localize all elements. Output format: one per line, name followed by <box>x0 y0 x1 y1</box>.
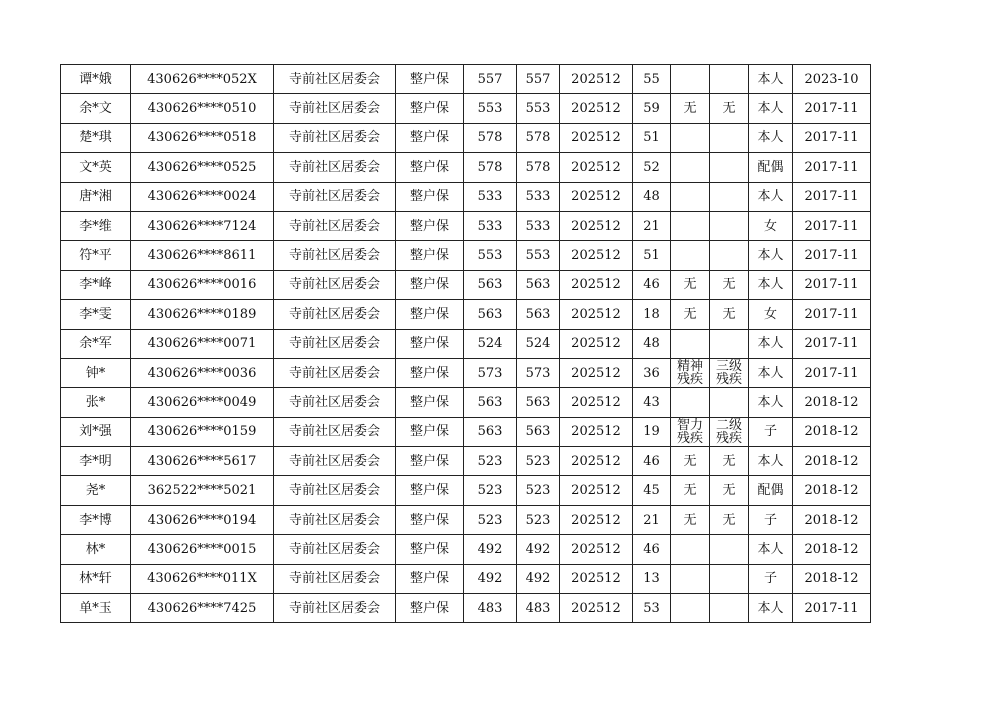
amount2-cell: 553 <box>517 94 560 123</box>
name-cell: 李*明 <box>61 447 131 476</box>
age-cell: 46 <box>633 270 671 299</box>
type-cell: 整户保 <box>396 94 464 123</box>
age-cell: 21 <box>633 505 671 534</box>
disability-type-cell <box>671 211 710 240</box>
date-cell: 2017-11 <box>793 123 871 152</box>
type-cell: 整户保 <box>396 329 464 358</box>
disability-type-cell <box>671 329 710 358</box>
amount-cell: 524 <box>464 329 517 358</box>
type-cell: 整户保 <box>396 417 464 446</box>
id-number-cell: 430626****0024 <box>131 182 274 211</box>
disability-type-cell: 无 <box>671 476 710 505</box>
amount-cell: 523 <box>464 447 517 476</box>
age-cell: 13 <box>633 564 671 593</box>
amount2-cell: 563 <box>517 270 560 299</box>
amount2-cell: 563 <box>517 417 560 446</box>
relation-cell: 女 <box>749 211 793 240</box>
table-body <box>61 65 871 623</box>
disability-level-cell: 无 <box>710 270 749 299</box>
id-number-cell: 430626****011X <box>131 564 274 593</box>
id-number-cell: 430626****7124 <box>131 211 274 240</box>
date-cell: 2017-11 <box>793 594 871 623</box>
name-cell: 李*峰 <box>61 270 131 299</box>
name-cell: 谭*娥 <box>61 65 131 94</box>
name-cell: 李*雯 <box>61 300 131 329</box>
month-cell: 202512 <box>560 594 633 623</box>
disability-level-cell <box>710 65 749 94</box>
amount2-cell: 524 <box>517 329 560 358</box>
community-cell: 寺前社区居委会 <box>274 153 396 182</box>
age-cell: 36 <box>633 358 671 387</box>
date-cell: 2018-12 <box>793 505 871 534</box>
amount2-cell: 553 <box>517 241 560 270</box>
age-cell: 46 <box>633 447 671 476</box>
disability-level-cell <box>710 594 749 623</box>
type-cell: 整户保 <box>396 505 464 534</box>
name-cell: 林* <box>61 535 131 564</box>
relation-cell: 子 <box>749 417 793 446</box>
id-number-cell: 430626****0071 <box>131 329 274 358</box>
amount2-cell: 523 <box>517 505 560 534</box>
date-cell: 2017-11 <box>793 211 871 240</box>
disability-level-cell: 无 <box>710 94 749 123</box>
date-cell: 2018-12 <box>793 476 871 505</box>
type-cell: 整户保 <box>396 476 464 505</box>
id-number-cell: 430626****0194 <box>131 505 274 534</box>
age-cell: 51 <box>633 123 671 152</box>
month-cell: 202512 <box>560 211 633 240</box>
type-cell: 整户保 <box>396 388 464 417</box>
id-number-cell: 430626****8611 <box>131 241 274 270</box>
disability-level-cell: 二级残疾 <box>710 417 749 446</box>
table-row <box>61 447 871 476</box>
amount2-cell: 533 <box>517 182 560 211</box>
id-number-cell: 430626****5617 <box>131 447 274 476</box>
month-cell: 202512 <box>560 270 633 299</box>
id-number-cell: 430626****7425 <box>131 594 274 623</box>
amount-cell: 523 <box>464 476 517 505</box>
month-cell: 202512 <box>560 94 633 123</box>
community-cell: 寺前社区居委会 <box>274 358 396 387</box>
age-cell: 19 <box>633 417 671 446</box>
id-number-cell: 430626****052X <box>131 65 274 94</box>
amount2-cell: 533 <box>517 211 560 240</box>
relation-cell: 配偶 <box>749 476 793 505</box>
amount-cell: 533 <box>464 182 517 211</box>
table-row <box>61 564 871 593</box>
community-cell: 寺前社区居委会 <box>274 329 396 358</box>
amount2-cell: 578 <box>517 123 560 152</box>
table-row <box>61 594 871 623</box>
community-cell: 寺前社区居委会 <box>274 123 396 152</box>
age-cell: 48 <box>633 182 671 211</box>
name-cell: 李*维 <box>61 211 131 240</box>
disability-level-cell <box>710 329 749 358</box>
relation-cell: 配偶 <box>749 153 793 182</box>
relation-cell: 本人 <box>749 182 793 211</box>
relation-cell: 本人 <box>749 94 793 123</box>
amount2-cell: 578 <box>517 153 560 182</box>
month-cell: 202512 <box>560 300 633 329</box>
age-cell: 53 <box>633 594 671 623</box>
date-cell: 2017-11 <box>793 153 871 182</box>
type-cell: 整户保 <box>396 594 464 623</box>
date-cell: 2017-11 <box>793 300 871 329</box>
disability-type-cell <box>671 153 710 182</box>
amount-cell: 492 <box>464 535 517 564</box>
table-row <box>61 329 871 358</box>
amount-cell: 523 <box>464 505 517 534</box>
relation-cell: 本人 <box>749 65 793 94</box>
id-number-cell: 430626****0518 <box>131 123 274 152</box>
disability-level-cell <box>710 241 749 270</box>
disability-type-cell: 无 <box>671 94 710 123</box>
id-number-cell: 430626****0510 <box>131 94 274 123</box>
date-cell: 2017-11 <box>793 241 871 270</box>
month-cell: 202512 <box>560 241 633 270</box>
relation-cell: 本人 <box>749 388 793 417</box>
age-cell: 55 <box>633 65 671 94</box>
date-cell: 2018-12 <box>793 417 871 446</box>
name-cell: 文*英 <box>61 153 131 182</box>
month-cell: 202512 <box>560 505 633 534</box>
date-cell: 2018-12 <box>793 535 871 564</box>
disability-type-cell <box>671 594 710 623</box>
data-table <box>60 64 871 623</box>
disability-type-cell: 精神残疾 <box>671 358 710 387</box>
date-cell: 2018-12 <box>793 447 871 476</box>
type-cell: 整户保 <box>396 65 464 94</box>
type-cell: 整户保 <box>396 123 464 152</box>
name-cell: 张* <box>61 388 131 417</box>
amount-cell: 492 <box>464 564 517 593</box>
type-cell: 整户保 <box>396 447 464 476</box>
disability-level-cell <box>710 564 749 593</box>
name-cell: 林*轩 <box>61 564 131 593</box>
community-cell: 寺前社区居委会 <box>274 241 396 270</box>
table-row <box>61 388 871 417</box>
date-cell: 2017-11 <box>793 329 871 358</box>
type-cell: 整户保 <box>396 358 464 387</box>
table-row <box>61 505 871 534</box>
name-cell: 余*文 <box>61 94 131 123</box>
disability-type-cell: 智力残疾 <box>671 417 710 446</box>
age-cell: 46 <box>633 535 671 564</box>
disability-level-cell: 无 <box>710 505 749 534</box>
relation-cell: 本人 <box>749 123 793 152</box>
relation-cell: 女 <box>749 300 793 329</box>
community-cell: 寺前社区居委会 <box>274 594 396 623</box>
table-row <box>61 182 871 211</box>
table-row <box>61 300 871 329</box>
community-cell: 寺前社区居委会 <box>274 211 396 240</box>
disability-level-cell: 无 <box>710 447 749 476</box>
date-cell: 2018-12 <box>793 388 871 417</box>
name-cell: 单*玉 <box>61 594 131 623</box>
type-cell: 整户保 <box>396 300 464 329</box>
disability-type-cell: 无 <box>671 300 710 329</box>
community-cell: 寺前社区居委会 <box>274 564 396 593</box>
type-cell: 整户保 <box>396 535 464 564</box>
type-cell: 整户保 <box>396 153 464 182</box>
amount-cell: 553 <box>464 241 517 270</box>
age-cell: 51 <box>633 241 671 270</box>
age-cell: 52 <box>633 153 671 182</box>
amount-cell: 563 <box>464 300 517 329</box>
disability-type-cell <box>671 388 710 417</box>
disability-level-cell <box>710 388 749 417</box>
id-number-cell: 430626****0189 <box>131 300 274 329</box>
disability-type-cell <box>671 564 710 593</box>
month-cell: 202512 <box>560 358 633 387</box>
amount2-cell: 523 <box>517 476 560 505</box>
disability-type-cell <box>671 65 710 94</box>
relation-cell: 本人 <box>749 358 793 387</box>
amount2-cell: 563 <box>517 300 560 329</box>
community-cell: 寺前社区居委会 <box>274 300 396 329</box>
table-row <box>61 94 871 123</box>
type-cell: 整户保 <box>396 564 464 593</box>
date-cell: 2017-11 <box>793 358 871 387</box>
community-cell: 寺前社区居委会 <box>274 94 396 123</box>
community-cell: 寺前社区居委会 <box>274 417 396 446</box>
month-cell: 202512 <box>560 476 633 505</box>
community-cell: 寺前社区居委会 <box>274 182 396 211</box>
name-cell: 楚*琪 <box>61 123 131 152</box>
amount2-cell: 492 <box>517 564 560 593</box>
name-cell: 李*博 <box>61 505 131 534</box>
month-cell: 202512 <box>560 447 633 476</box>
id-number-cell: 430626****0049 <box>131 388 274 417</box>
date-cell: 2023-10 <box>793 65 871 94</box>
relation-cell: 本人 <box>749 447 793 476</box>
community-cell: 寺前社区居委会 <box>274 447 396 476</box>
disability-type-cell <box>671 241 710 270</box>
name-cell: 尧* <box>61 476 131 505</box>
age-cell: 43 <box>633 388 671 417</box>
amount-cell: 483 <box>464 594 517 623</box>
table-row <box>61 241 871 270</box>
table-row <box>61 476 871 505</box>
id-number-cell: 430626****0525 <box>131 153 274 182</box>
amount-cell: 578 <box>464 123 517 152</box>
name-cell: 符*平 <box>61 241 131 270</box>
relation-cell: 子 <box>749 564 793 593</box>
name-cell: 钟* <box>61 358 131 387</box>
amount-cell: 563 <box>464 417 517 446</box>
disability-level-cell <box>710 123 749 152</box>
relation-cell: 本人 <box>749 329 793 358</box>
month-cell: 202512 <box>560 417 633 446</box>
disability-level-cell <box>710 153 749 182</box>
disability-type-cell <box>671 182 710 211</box>
table-row <box>61 270 871 299</box>
disability-level-cell <box>710 535 749 564</box>
name-cell: 余*军 <box>61 329 131 358</box>
community-cell: 寺前社区居委会 <box>274 505 396 534</box>
age-cell: 18 <box>633 300 671 329</box>
amount2-cell: 483 <box>517 594 560 623</box>
amount-cell: 563 <box>464 270 517 299</box>
name-cell: 刘*强 <box>61 417 131 446</box>
age-cell: 48 <box>633 329 671 358</box>
table-row <box>61 535 871 564</box>
date-cell: 2017-11 <box>793 270 871 299</box>
date-cell: 2017-11 <box>793 182 871 211</box>
month-cell: 202512 <box>560 388 633 417</box>
community-cell: 寺前社区居委会 <box>274 535 396 564</box>
relation-cell: 本人 <box>749 594 793 623</box>
amount2-cell: 563 <box>517 388 560 417</box>
month-cell: 202512 <box>560 65 633 94</box>
type-cell: 整户保 <box>396 182 464 211</box>
amount-cell: 557 <box>464 65 517 94</box>
month-cell: 202512 <box>560 182 633 211</box>
age-cell: 45 <box>633 476 671 505</box>
month-cell: 202512 <box>560 329 633 358</box>
community-cell: 寺前社区居委会 <box>274 270 396 299</box>
month-cell: 202512 <box>560 535 633 564</box>
amount2-cell: 523 <box>517 447 560 476</box>
age-cell: 59 <box>633 94 671 123</box>
disability-type-cell: 无 <box>671 270 710 299</box>
community-cell: 寺前社区居委会 <box>274 65 396 94</box>
community-cell: 寺前社区居委会 <box>274 476 396 505</box>
type-cell: 整户保 <box>396 241 464 270</box>
amount2-cell: 573 <box>517 358 560 387</box>
amount2-cell: 492 <box>517 535 560 564</box>
disability-level-cell <box>710 182 749 211</box>
table-row <box>61 65 871 94</box>
disability-type-cell <box>671 123 710 152</box>
disability-type-cell <box>671 535 710 564</box>
month-cell: 202512 <box>560 564 633 593</box>
relation-cell: 本人 <box>749 241 793 270</box>
amount-cell: 533 <box>464 211 517 240</box>
name-cell: 唐*湘 <box>61 182 131 211</box>
table-row <box>61 153 871 182</box>
disability-type-cell: 无 <box>671 447 710 476</box>
id-number-cell: 430626****0016 <box>131 270 274 299</box>
date-cell: 2017-11 <box>793 94 871 123</box>
date-cell: 2018-12 <box>793 564 871 593</box>
disability-level-cell: 无 <box>710 300 749 329</box>
table-row <box>61 211 871 240</box>
amount-cell: 573 <box>464 358 517 387</box>
relation-cell: 本人 <box>749 270 793 299</box>
amount-cell: 578 <box>464 153 517 182</box>
id-number-cell: 362522****5021 <box>131 476 274 505</box>
type-cell: 整户保 <box>396 270 464 299</box>
relation-cell: 本人 <box>749 535 793 564</box>
amount2-cell: 557 <box>517 65 560 94</box>
relation-cell: 子 <box>749 505 793 534</box>
disability-level-cell: 无 <box>710 476 749 505</box>
month-cell: 202512 <box>560 123 633 152</box>
disability-type-cell: 无 <box>671 505 710 534</box>
disability-level-cell <box>710 211 749 240</box>
table-row <box>61 417 871 446</box>
amount-cell: 563 <box>464 388 517 417</box>
table-row <box>61 358 871 387</box>
id-number-cell: 430626****0036 <box>131 358 274 387</box>
type-cell: 整户保 <box>396 211 464 240</box>
id-number-cell: 430626****0015 <box>131 535 274 564</box>
age-cell: 21 <box>633 211 671 240</box>
disability-level-cell: 三级残疾 <box>710 358 749 387</box>
community-cell: 寺前社区居委会 <box>274 388 396 417</box>
table-row <box>61 123 871 152</box>
id-number-cell: 430626****0159 <box>131 417 274 446</box>
month-cell: 202512 <box>560 153 633 182</box>
amount-cell: 553 <box>464 94 517 123</box>
